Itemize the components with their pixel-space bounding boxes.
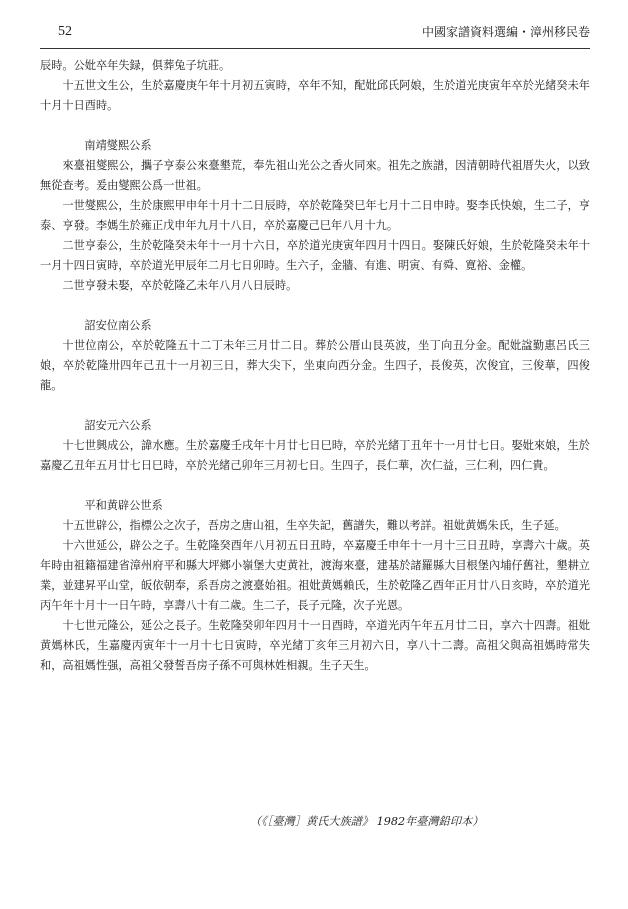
section-title: 詔安位南公系 [84,319,152,332]
paragraph: 十五世辟公，指標公之次子，吾房之唐山祖，生卒失記，舊譜失，難以考詳。祖妣黄媽朱氏，生子延。 [62,519,566,532]
header-rule [40,48,590,49]
paragraph: 二世亨泰公，生於乾隆癸未年十一月十六日，卒於道光庚寅年四月十四日。娶陳氏好娘，生於乾隆癸未年十一月十四日寅時，卒於道光甲辰年二月七日卯時。生六子，金牆、有進、明寅、有舜、寛裕、金權。 [40,239,590,272]
spacer [40,476,590,496]
paragraph: 十六世延公，辟公之子。生乾隆癸酉年八月初五日丑時，卒嘉慶壬申年十一月十三日丑時，享壽六十歲。英年時由祖籍福建省漳州府平和縣大坪鄉小嶺堡大吏黄社，渡海來臺，建基於諸羅縣大目根堡內埔仔舊社，墾耕立業，並建昇平山堂，皈依朝奉，系吾房之渡臺始祖。祖妣黄媽賴氏，生於乾隆乙酉年正月廿八日亥時，卒於道光丙午年十月十一日午時，享壽八十有二歲。生二子，長子元隆，次子光恩。 [40,539,590,612]
spacer [40,116,590,136]
paragraph: 來臺祖燮熙公，攜子亨泰公來臺墾荒，奉先祖山光公之香火同來。祖先之族譜，因清朝時代祖厝失火，以致無從查考。爰由燮熙公爲一世祖。 [40,159,590,192]
paragraph: 十世位南公，卒於乾隆五十二丁未年三月廿二日。葬於公厝山艮英波，坐丁向丑分金。配妣諡勤惠呂氏三娘，卒於乾隆卅四年己丑十一月初三日，葬大尖下，坐東向西分金。生四子，長俊英，次俊宜，三俊華，四俊龍。 [40,339,590,392]
section-title: 南靖燮熙公系 [84,139,152,152]
document-body [40,56,590,676]
page-header [40,23,590,41]
paragraph: 辰時。公妣卒年失録，俱葬兔子坑莊。 [40,59,231,72]
spacer [40,296,590,316]
source-citation: （《［臺灣］黄氏大族譜》 1982年臺灣鉛印本） [250,815,484,828]
section-title: 詔安元六公系 [84,419,152,432]
spacer [40,396,590,416]
book-title: 中國家譜資料選編・漳州移民卷 [421,25,590,39]
section-title: 平和黄辟公世系 [84,499,163,512]
paragraph: 二世亨發未娶，卒於乾隆乙未年八月八日辰時。 [62,279,298,292]
paragraph: 一世燮熙公，生於康熙甲申年十月十二日辰時，卒於乾隆癸巳年七月十二日申時。娶李氏快娘，生二子，亨泰、亨發。李媽生於雍正戊申年九月十八日，卒於嘉慶己巳年八月十九。 [40,199,590,232]
page-number: 52 [58,24,72,39]
paragraph: 十七世興成公，諱水應。生於嘉慶壬戌年十月廿七日巳時，卒於光緒丁丑年十一月廿七日。娶妣來娘，生於嘉慶乙丑年五月廿七日巳時，卒於光緒己卯年三月初七日。生四子，長仁華，次仁益，三仁利，四仁貴。 [40,439,590,472]
paragraph: 十五世文生公，生於嘉慶庚午年十月初五寅時，卒年不知，配妣邱氏阿娘，生於道光庚寅年卒於光緒癸未年十月十日酉時。 [40,79,590,112]
paragraph: 十七世元隆公，延公之長子。生乾隆癸卯年四月十一日酉時，卒道光丙午年五月廿二日，享六十四壽。祖妣黄媽林氏，生嘉慶丙寅年十一月十七日寅時，卒光緒丁亥年三月初六日，享八十二壽。高祖父與高祖媽時常失和，高祖媽性强，高祖父發誓吾房子孫不可與林姓相親。生子天生。 [40,619,590,672]
